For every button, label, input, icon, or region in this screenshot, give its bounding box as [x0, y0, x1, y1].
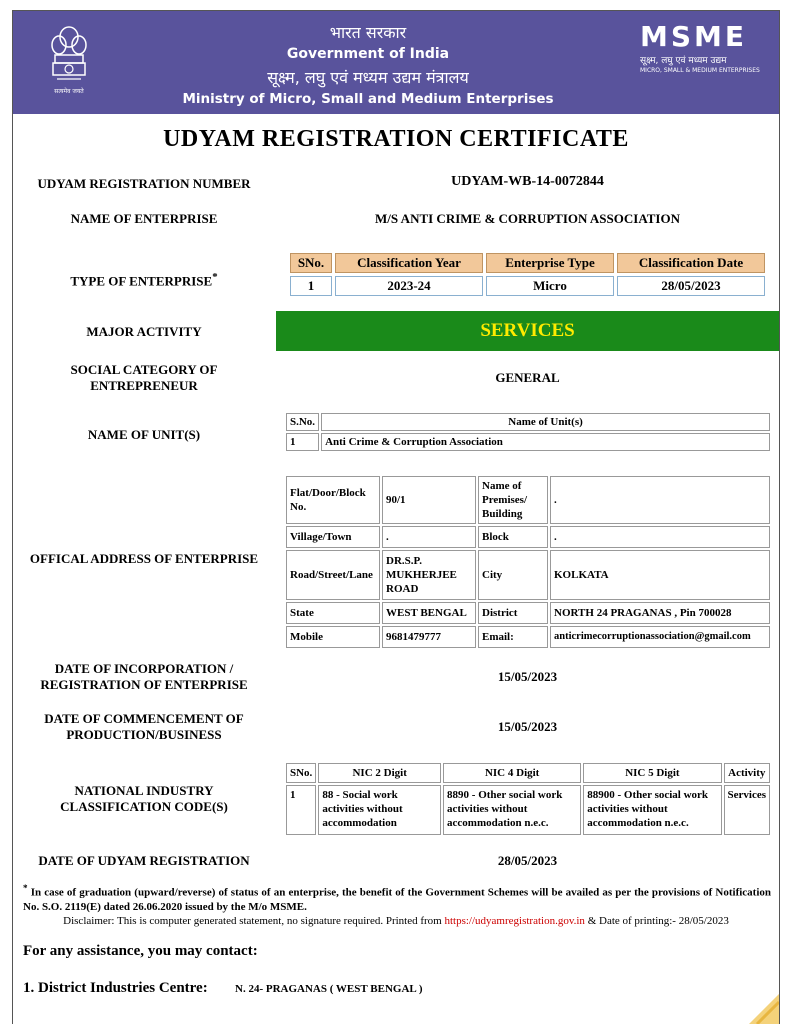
asterisk-mark: *	[212, 271, 218, 283]
national-emblem-icon	[47, 23, 91, 103]
table-header: Classification Date	[617, 253, 765, 273]
table-header: SNo.	[286, 763, 316, 783]
udyam-website-link[interactable]: https://udyamregistration.gov.in	[444, 915, 585, 927]
registration-number-value: UDYAM-WB-14-0072844	[451, 174, 604, 189]
enterprise-type-label-text: TYPE OF ENTERPRISE	[70, 273, 213, 289]
table-row	[290, 276, 765, 296]
incorporation-label-line2: REGISTRATION OF ENTERPRISE	[40, 677, 248, 692]
table-row	[286, 602, 770, 624]
table-row	[286, 626, 770, 648]
banner-hindi-gov: भारत सरकार	[329, 23, 407, 42]
commencement-label-line2: PRODUCTION/BUSINESS	[66, 727, 222, 742]
table-header: Enterprise Type	[486, 253, 614, 273]
msme-logo-hindi: सूक्ष्म, लघु एवं मध्यम उद्यम	[640, 56, 727, 66]
disclaimer	[13, 915, 779, 927]
nic-label-line2: CLASSIFICATION CODE(S)	[60, 799, 228, 814]
incorporation-label-line1: DATE OF INCORPORATION /	[54, 661, 234, 676]
udyam-date-value: 28/05/2023	[497, 853, 558, 868]
table-cell: 1	[286, 785, 316, 835]
address-table	[284, 474, 772, 650]
emblem-caption: सत्यमेव जयते	[54, 88, 84, 95]
corner-decoration-icon	[749, 994, 779, 1024]
table-header-row	[286, 413, 770, 431]
address-field-value: NORTH 24 PRAGANAS , Pin 700028	[550, 602, 770, 624]
social-category-value: GENERAL	[495, 370, 560, 385]
units-label: NAME OF UNIT(S)	[87, 427, 201, 442]
banner-english-gov: Government of India	[286, 46, 450, 62]
table-cell: 88900 - Other social work activities without accommodation n.e.c.	[583, 785, 721, 835]
table-header-row	[286, 763, 770, 783]
udyam-date-label: DATE OF UDYAM REGISTRATION	[38, 853, 250, 868]
disclaimer-prefix: Disclaimer: This is computer generated statement, no signature required. Printed from	[63, 915, 445, 927]
table-row	[286, 526, 770, 548]
enterprise-name-label: NAME OF ENTERPRISE	[70, 211, 218, 226]
table-cell: 1	[286, 433, 319, 451]
footnote	[23, 881, 771, 914]
address-field-value: .	[382, 526, 476, 548]
enterprise-type-label	[13, 269, 275, 289]
email-value: anticrimecorruptionassociation@gmail.com	[550, 626, 770, 648]
address-field-label: Name of Premises/ Building	[478, 476, 548, 524]
table-cell: Services	[724, 785, 770, 835]
units-table	[284, 411, 772, 453]
table-cell: 2023-24	[335, 276, 483, 296]
address-field-value: 90/1	[382, 476, 476, 524]
major-activity-label: MAJOR ACTIVITY	[86, 324, 202, 339]
table-header: NIC 4 Digit	[443, 763, 581, 783]
address-field-label: Block	[478, 526, 548, 548]
table-header: S.No.	[286, 413, 319, 431]
table-cell: 88 - Social work activities without accommodation	[318, 785, 441, 835]
address-label: OFFICAL ADDRESS OF ENTERPRISE	[29, 551, 259, 566]
certificate-title: UDYAM REGISTRATION CERTIFICATE	[163, 126, 629, 152]
incorporation-date-value: 15/05/2023	[497, 669, 558, 684]
footnote-asterisk: *	[23, 883, 28, 893]
assistance-heading: For any assistance, you may contact:	[23, 943, 258, 959]
address-field-label: State	[286, 602, 380, 624]
table-header: Classification Year	[335, 253, 483, 273]
classification-table	[287, 250, 768, 299]
address-field-value: DR.S.P. MUKHERJEE ROAD	[382, 550, 476, 600]
address-field-label: District	[478, 602, 548, 624]
table-row	[286, 785, 770, 835]
table-row	[286, 433, 770, 451]
address-field-value: .	[550, 526, 770, 548]
social-category-label-line1: SOCIAL CATEGORY OF	[70, 362, 218, 377]
msme-logo	[640, 20, 760, 74]
commencement-label-line1: DATE OF COMMENCEMENT OF	[44, 711, 244, 726]
footnote-text: In case of graduation (upward/reverse) of status of an enterprise, the benefit of the Government Schemes will be availed as per the provisions of Notification No. S.O. 2119(E) dated 26.06.2020 issued by the M/o MSME.	[23, 886, 772, 913]
address-field-value: .	[550, 476, 770, 524]
msme-logo-english: MICRO, SMALL & MEDIUM ENTERPRISES	[640, 67, 760, 74]
dic-value: N. 24- PRAGANAS ( WEST BENGAL )	[235, 983, 423, 995]
address-field-value: WEST BENGAL	[382, 602, 476, 624]
address-field-value: 9681479777	[382, 626, 476, 648]
table-cell: 8890 - Other social work activities without accommodation n.e.c.	[443, 785, 581, 835]
table-row	[286, 476, 770, 524]
msme-logo-word: MSME	[640, 20, 748, 53]
table-cell: 1	[290, 276, 332, 296]
address-field-label: City	[478, 550, 548, 600]
social-category-label-line2: ENTREPRENEUR	[90, 378, 198, 393]
table-header-row	[290, 253, 765, 273]
table-cell: Anti Crime & Corruption Association	[321, 433, 770, 451]
address-field-label: Flat/Door/Block No.	[286, 476, 380, 524]
nic-label	[13, 783, 275, 815]
certificate-page	[12, 10, 780, 1024]
table-header: SNo.	[290, 253, 332, 273]
nic-label-line1: NATIONAL INDUSTRY	[74, 783, 214, 798]
address-field-value: KOLKATA	[550, 550, 770, 600]
table-header: Activity	[724, 763, 770, 783]
table-cell: Micro	[486, 276, 614, 296]
table-header: NIC 5 Digit	[583, 763, 721, 783]
registration-number-label: UDYAM REGISTRATION NUMBER	[37, 176, 251, 191]
nic-table	[284, 761, 772, 837]
table-header: NIC 2 Digit	[318, 763, 441, 783]
dic-label: 1. District Industries Centre:	[23, 980, 208, 996]
address-field-label: Mobile	[286, 626, 380, 648]
commencement-date-value: 15/05/2023	[497, 719, 558, 734]
enterprise-name-value: M/S ANTI CRIME & CORRUPTION ASSOCIATION	[375, 211, 680, 226]
commencement-label	[13, 711, 275, 743]
address-field-label: Email:	[478, 626, 548, 648]
table-header: Name of Unit(s)	[321, 413, 770, 431]
header-banner	[13, 11, 779, 114]
table-cell: 28/05/2023	[617, 276, 765, 296]
table-row	[286, 550, 770, 600]
address-field-label: Road/Street/Lane	[286, 550, 380, 600]
banner-english-ministry: Ministry of Micro, Small and Medium Enterprises	[182, 91, 554, 107]
banner-hindi-ministry: सूक्ष्म, लघु एवं मध्यम उद्यम मंत्रालय	[267, 68, 469, 87]
disclaimer-suffix: & Date of printing:- 28/05/2023	[584, 915, 729, 927]
major-activity-value: SERVICES	[276, 311, 779, 351]
address-field-label: Village/Town	[286, 526, 380, 548]
social-category-label	[13, 362, 275, 394]
incorporation-label	[13, 661, 275, 693]
